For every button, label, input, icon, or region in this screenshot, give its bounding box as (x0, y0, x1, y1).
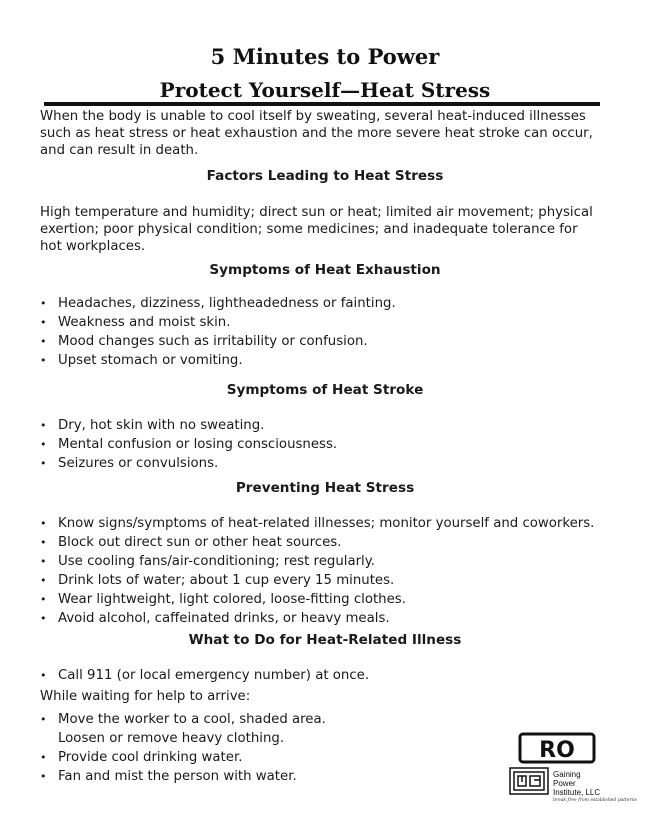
list-item-text: Move the worker to a cool, shaded area. (58, 712, 326, 727)
whattodo-heading: What to Do for Heat-Related Illness (188, 632, 462, 648)
list-item: • Avoid alcohol, caffeinated drinks, or heavy meals. (40, 609, 620, 628)
list-item: • Dry, hot skin with no sweating. (40, 416, 620, 435)
list-item: • Seizures or convulsions. (40, 454, 620, 473)
list-item: • Fan and mist the person with water. (40, 767, 620, 786)
list-item: • Drink lots of water; about 1 cup every 15 minutes. (40, 571, 620, 590)
list-item: • Block out direct sun or other heat sources. (40, 533, 620, 552)
list-item: • Mood changes such as irritability or confusion. (40, 332, 620, 351)
exhaustion-list (40, 294, 620, 370)
preventing-heading: Preventing Heat Stress (235, 480, 415, 496)
page-title: 5 Minutes to Power (210, 44, 440, 69)
exhaustion-heading: Symptoms of Heat Exhaustion (209, 262, 441, 278)
factors-paragraph: High temperature and humidity; direct sun or heat; limited air movement; physical exertion; poor physical condition; some medicines; and inadequate tolerance for hot workplaces. (40, 205, 593, 254)
logo-tagline: break free from established patterns (553, 798, 637, 803)
logo-mark: RO (539, 738, 575, 763)
list-item: • Wear lightweight, light colored, loose-fitting clothes. (40, 590, 620, 609)
title-rule (44, 102, 600, 106)
list-item: • Headaches, dizziness, lightheadedness or fainting. (40, 294, 620, 313)
while-waiting-text: While waiting for help to arrive: (40, 689, 251, 704)
intro-paragraph: When the body is unable to cool itself by sweating, several heat-induced illnesses such as heat stress or heat exhaustion and the more severe heat stroke can occur, and can result in death. (40, 109, 593, 158)
list-item: • Call 911 (or local emergency number) at once. (40, 666, 620, 685)
logo-emblem (510, 768, 548, 794)
factors-heading: Factors Leading to Heat Stress (206, 168, 444, 184)
stroke-heading: Symptoms of Heat Stroke (226, 382, 424, 398)
preventing-list (40, 514, 620, 628)
list-item: • Use cooling fans/air-conditioning; rest regularly. (40, 552, 620, 571)
list-item-text: Loosen or remove heavy clothing. (58, 731, 285, 746)
list-item: • Know signs/symptoms of heat-related illnesses; monitor yourself and coworkers. (40, 514, 620, 533)
page-subtitle: Protect Yourself—Heat Stress (159, 78, 491, 102)
list-item: • Weakness and moist skin. (40, 313, 620, 332)
logo-name: Gaining Power Institute, LLC (553, 770, 601, 797)
stroke-list (40, 416, 620, 473)
list-item: • Mental confusion or losing consciousness. (40, 435, 620, 454)
list-item: • Upset stomach or vomiting. (40, 351, 620, 370)
list-item: • Provide cool drinking water. (40, 748, 620, 767)
call-list (40, 666, 620, 685)
